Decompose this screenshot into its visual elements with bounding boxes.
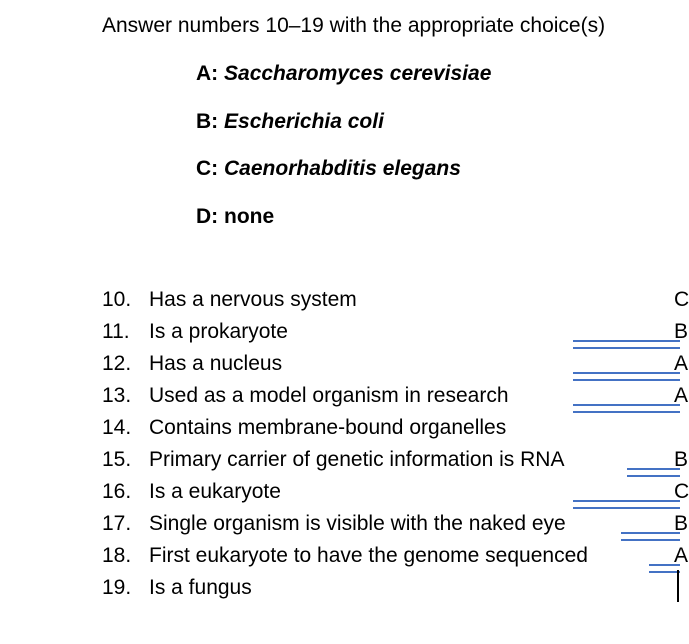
choice-letter: D:	[196, 205, 219, 228]
question-text: Is a fungus	[149, 576, 252, 599]
choice-b	[196, 110, 384, 134]
question-19	[102, 572, 252, 604]
cut-off-answer: C	[674, 480, 689, 503]
question-number: 11.	[102, 320, 130, 343]
choice-organism: Escherichia coli	[224, 110, 384, 133]
answer-blank[interactable]	[573, 340, 680, 349]
question-15	[102, 444, 564, 476]
question-number: 10.	[102, 288, 132, 311]
question-16	[102, 476, 281, 508]
question-12	[102, 348, 282, 380]
answer-blank[interactable]	[627, 468, 680, 477]
text-cursor	[677, 570, 679, 602]
choice-organism: none	[224, 205, 275, 228]
choice-letter: A:	[196, 62, 219, 85]
cut-off-answer: B	[674, 448, 689, 471]
question-number: 14.	[102, 416, 132, 439]
choice-letter: B:	[196, 110, 219, 133]
question-10	[102, 284, 357, 316]
question-11	[102, 316, 288, 348]
choice-organism: Saccharomyces cerevisiae	[224, 62, 492, 85]
question-17	[102, 508, 566, 540]
choice-a	[196, 62, 491, 86]
question-number: 16.	[102, 480, 132, 503]
answer-blank[interactable]	[573, 404, 680, 413]
question-text: Is a eukaryote	[149, 480, 281, 503]
question-number: 12.	[102, 352, 132, 375]
question-text: Used as a model organism in research	[149, 384, 509, 407]
question-number: 18.	[102, 544, 132, 567]
answer-blank[interactable]	[573, 372, 680, 381]
question-number: 19.	[102, 576, 132, 599]
question-13	[102, 380, 509, 412]
question-text: Primary carrier of genetic information is RNA	[149, 448, 565, 471]
question-text: First eukaryote to have the genome sequenced	[149, 544, 588, 567]
cut-off-answer: A	[674, 544, 689, 567]
cut-off-answer: B	[674, 320, 689, 343]
question-text: Has a nucleus	[149, 352, 283, 375]
question-number: 15.	[102, 448, 132, 471]
answer-blank[interactable]	[621, 532, 680, 541]
choice-letter: C:	[196, 157, 219, 180]
question-text: Is a prokaryote	[149, 320, 288, 343]
cut-off-answer: A	[674, 352, 689, 375]
instruction-text: Answer numbers 10–19 with the appropriate choice(s)	[102, 14, 606, 37]
choice-organism: Caenorhabditis elegans	[224, 157, 461, 180]
cut-off-answer: A	[674, 384, 689, 407]
question-text: Contains membrane-bound organelles	[149, 416, 507, 439]
question-number: 13.	[102, 384, 132, 407]
question-text: Single organism is visible with the naked eye	[149, 512, 566, 535]
choice-d	[196, 205, 274, 229]
choice-c	[196, 157, 461, 181]
question-number: 17.	[102, 512, 132, 535]
cut-off-answer: C	[674, 288, 689, 311]
question-text: Has a nervous system	[149, 288, 357, 311]
answer-blank[interactable]	[573, 500, 680, 509]
question-18	[102, 540, 588, 572]
question-14	[102, 412, 506, 444]
cut-off-answer: B	[674, 512, 689, 535]
